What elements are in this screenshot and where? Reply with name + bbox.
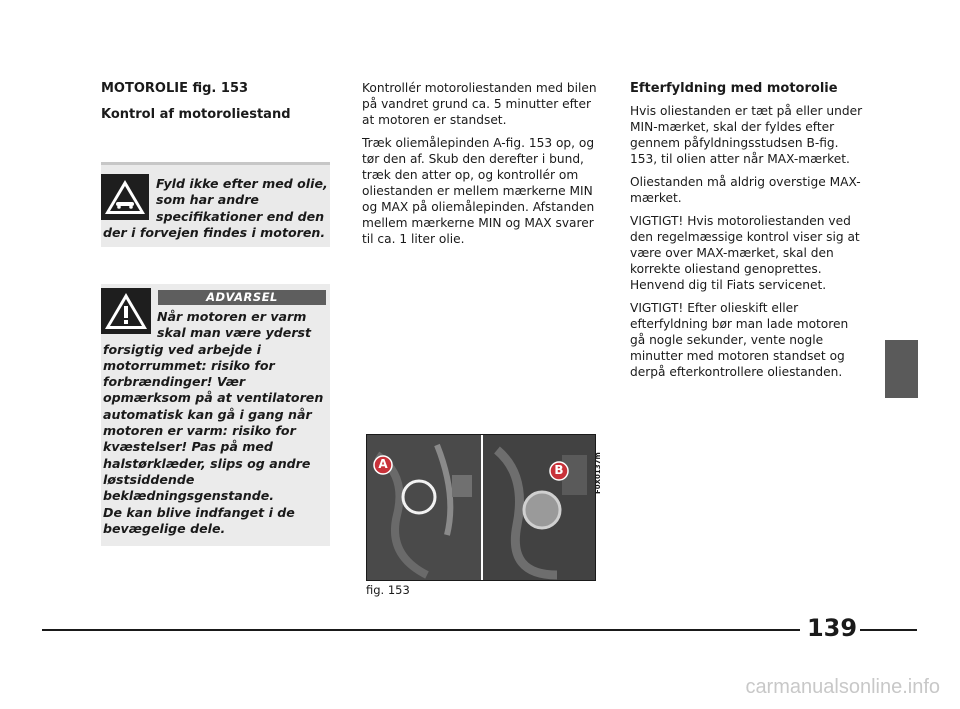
engine-photo (366, 434, 596, 581)
paragraph: VIGTIGT! Hvis motoroliestanden ved den regelmæssige kontrol viser sig at være over MAX-mærket, skal den korrekte oliestand genoprettes. Henvend dig til Fiats servicenet. (630, 214, 860, 292)
warning-box (101, 284, 330, 546)
middle-column (362, 80, 600, 254)
warning-text: Når motoren er varm skal man være yderst forsigtig ved arbejde i motorrummet: risiko for forbrændinger! Vær opmærksom på at ventilatoren automatisk kan gå i gang når motoren er varm: risiko for kvæstelser! Pas på med halstørklæder, slips og andre løstsiddende beklædningsgenstande. (103, 309, 324, 504)
caution-text: Fyld ikke efter med olie, som har andre specifikationer end den der i forvejen findes i motoren. (103, 176, 328, 240)
paragraph: Oliestanden må aldrig overstige MAX-mærket. (630, 175, 861, 205)
label-a: A (378, 457, 388, 471)
page-number: 139 (806, 614, 858, 642)
section-tab (885, 340, 918, 398)
paragraph: Hvis oliestanden er tæt på eller under MIN-mærket, skal der fyldes efter gennem påfyldningsstudsen B-fig. 153, til olien atter når MAX-mærket. (630, 104, 863, 166)
paragraph: Træk oliemålepinden A-fig. 153 op, og tør den af. Skub den derefter i bund, træk den atter op, og kontrollér om oliestanden er mellem mærkerne MIN og MAX på oliemålepinden. Afstanden mellem mærkerne MIN og MAX svarer til ca. 1 liter olie. (362, 136, 595, 246)
section-heading: Efterfyldning med motorolie (630, 81, 838, 96)
footer-rule (42, 629, 800, 631)
warning-text-2: De kan blive indfanget i de bevægelige dele. (103, 504, 295, 536)
footer-rule (860, 629, 917, 631)
paragraph: VIGTIGT! Efter olieskift eller efterfyldning bør man lade motoren gå nogle sekunder, vente nogle minutter med motoren standset og derpå efterkontrollere oliestanden. (630, 301, 849, 379)
figure-caption: fig. 153 (366, 583, 410, 597)
section-subtitle: Kontrol af motoroliestand (101, 107, 291, 122)
watermark: carmanualsonline.info (745, 676, 940, 698)
figure-code: F0X0137m (594, 452, 602, 494)
caution-box (101, 162, 330, 247)
warning-label: ADVARSEL (158, 290, 326, 305)
right-column (630, 80, 865, 387)
section-title: MOTOROLIE fig. 153 (101, 81, 249, 96)
paragraph: Kontrollér motoroliestanden med bilen på vandret grund ca. 5 minutter efter at motoren er standset. (362, 81, 597, 127)
label-b: B (554, 463, 564, 477)
